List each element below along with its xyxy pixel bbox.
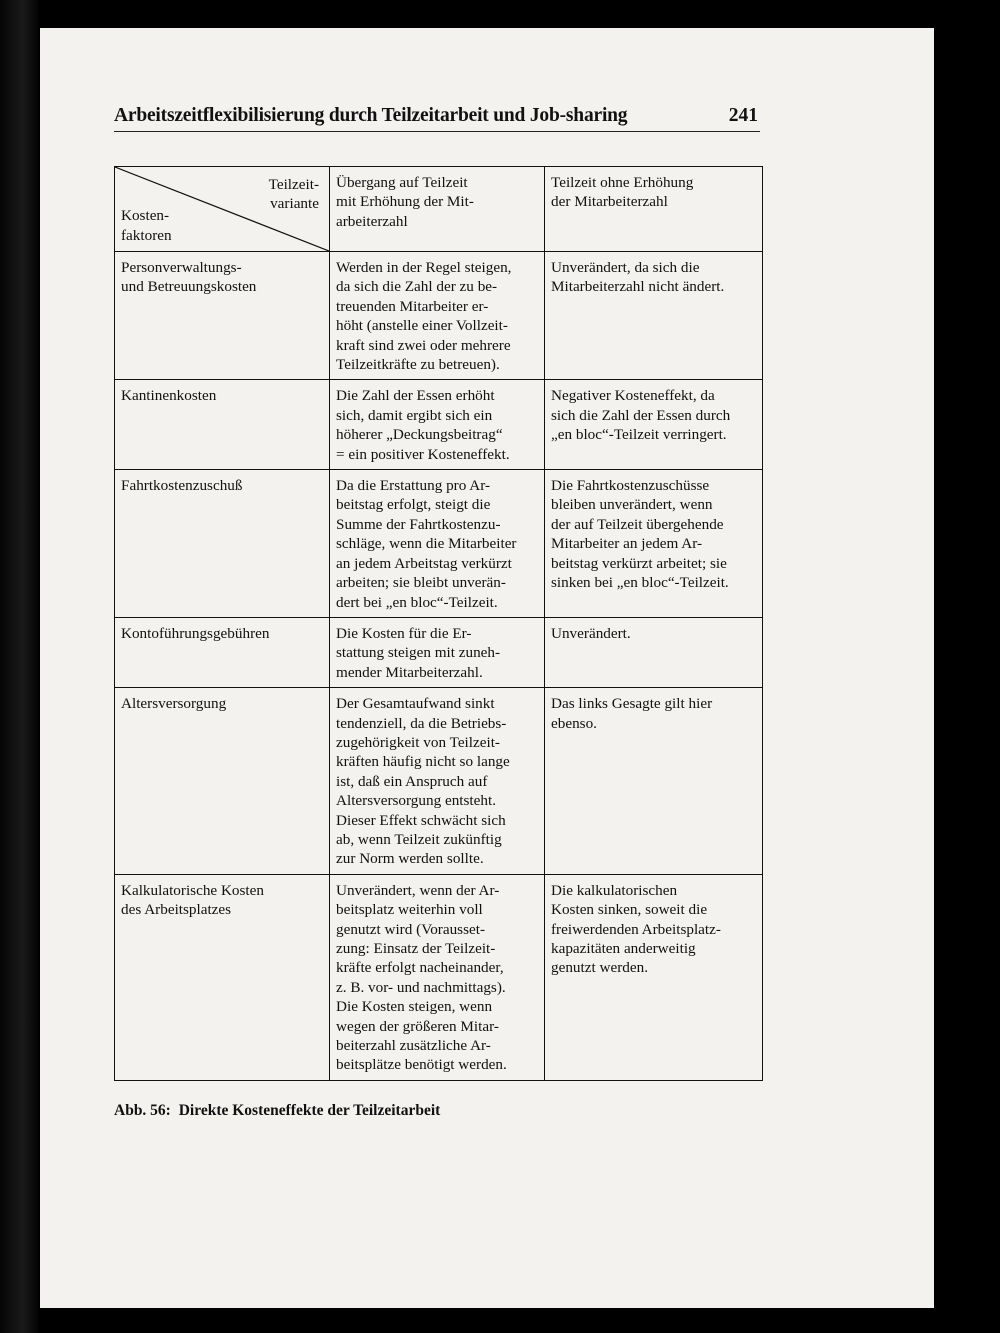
table-row: [115, 688, 763, 875]
table-row: [115, 470, 763, 618]
row-with-increase: Die Kosten für die Er- stattung steigen mit zuneh- mender Mitarbeiterzahl.: [330, 617, 545, 687]
row-with-increase: Der Gesamtaufwand sinkt tendenziell, da die Betriebs- zugehörigkeit von Teilzeit- kräften häufig nicht so lange ist, daß ein Anspruch auf Altersversorgung entsteht. Dieser Effekt schwächt sich ab, wenn Teilzeit zukünftig zur Norm werden sollte.: [330, 688, 545, 875]
running-header: [114, 101, 760, 132]
row-without-increase: Unverändert, da sich die Mitarbeiterzahl nicht ändert.: [545, 252, 763, 380]
row-with-increase: Die Zahl der Essen erhöht sich, damit ergibt sich ein höherer „Deckungsbeitrag“ = ein positiver Kosteneffekt.: [330, 380, 545, 470]
row-without-increase: Negativer Kosteneffekt, da sich die Zahl der Essen durch „en bloc“-Teilzeit verringert.: [545, 380, 763, 470]
table-header-row: [115, 167, 763, 252]
row-without-increase: Die kalkulatorischen Kosten sinken, soweit die freiwerdenden Arbeitsplatz- kapazitäten anderweitig genutzt werden.: [545, 874, 763, 1080]
column-header-with-increase: Übergang auf Teilzeit mit Erhöhung der Mit- arbeiterzahl: [330, 167, 545, 252]
table-row: [115, 617, 763, 687]
column-header-without-increase: Teilzeit ohne Erhöhung der Mitarbeiterzahl: [545, 167, 763, 252]
row-factor: Altersversorgung: [115, 688, 330, 875]
page-number: 241: [728, 105, 758, 126]
row-factor: Kalkulatorische Kosten des Arbeitsplatzes: [115, 874, 330, 1080]
row-factor: Kantinenkosten: [115, 380, 330, 470]
cost-effects-table: [114, 166, 763, 1081]
scan-border: [0, 0, 38, 1333]
row-without-increase: Unverändert.: [545, 617, 763, 687]
corner-cell: [115, 167, 330, 252]
row-factor: Personverwaltungs- und Betreuungskosten: [115, 252, 330, 380]
table-row: [115, 252, 763, 380]
row-without-increase: Das links Gesagte gilt hier ebenso.: [545, 688, 763, 875]
header-title: Arbeitszeitflexibilisierung durch Teilzeitarbeit und Job-sharing: [114, 105, 628, 126]
row-factor: Fahrtkostenzuschuß: [115, 470, 330, 618]
corner-label-variant: Teilzeit- variante: [268, 176, 319, 213]
table-row: [115, 380, 763, 470]
row-with-increase: Da die Erstattung pro Ar- beitstag erfolgt, steigt die Summe der Fahrtkostenzu- schläge, wenn die Mitarbeiter an jedem Arbeitstag verkürzt arbeiten; sie bleibt unverän- dert bei „en bloc“-Teilzeit.: [330, 470, 545, 618]
table-row: [115, 874, 763, 1080]
figure-caption: [114, 1102, 440, 1120]
figure-caption-text: Direkte Kosteneffekte der Teilzeitarbeit: [178, 1102, 441, 1119]
row-without-increase: Die Fahrtkostenzuschüsse bleiben unverändert, wenn der auf Teilzeit übergehende Mitarbeiter an jedem Ar- beitstag verkürzt arbeitet; sie sinken bei „en bloc“-Teilzeit.: [545, 470, 763, 618]
row-factor: Kontoführungsgebühren: [115, 617, 330, 687]
row-with-increase: Werden in der Regel steigen, da sich die Zahl der zu be- treuenden Mitarbeiter er- höht (anstelle einer Vollzeit- kraft sind zwei oder mehrere Teilzeitkräfte zu betreuen).: [330, 252, 545, 380]
row-with-increase: Unverändert, wenn der Ar- beitsplatz weiterhin voll genutzt wird (Vorausset- zung: Einsatz der Teilzeit- kräfte erfolgt nacheinander, z. B. vor- und nachmittags). Die Kosten steigen, wenn wegen der größeren Mitar- beiterzahl zusätzliche Ar- beitsplätze benötigt werden.: [330, 874, 545, 1080]
figure-label: Abb. 56:: [114, 1102, 171, 1119]
corner-label-factors: Kosten- faktoren: [121, 207, 172, 244]
